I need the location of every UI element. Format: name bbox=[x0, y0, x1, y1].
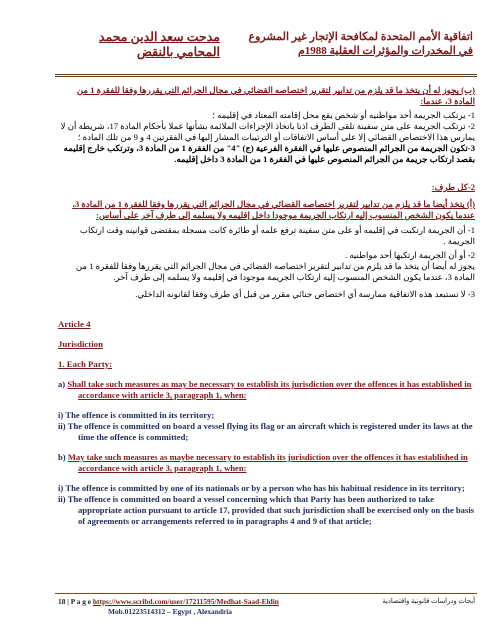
arabic-2-item-1: 1- أن الجريمة ارتكبت في إقليمه أو على متن سفينة ترفع علمه أو طائرة كانت مسجلة بمقتضى قوانينه وقت ارتكاب الجريمة . bbox=[79, 225, 475, 246]
header-divider bbox=[55, 74, 477, 77]
clause-b-ii-label: ii) bbox=[58, 494, 66, 504]
clause-b-i bbox=[58, 483, 475, 494]
clause-b-i-label: i) bbox=[58, 483, 64, 493]
document-title bbox=[243, 30, 473, 58]
footer-note: أبحاث ودراسات قانونية واقتصادية bbox=[382, 598, 475, 605]
article-title: Jurisdiction bbox=[58, 339, 103, 349]
footer-divider bbox=[55, 593, 477, 594]
clause-a-ii bbox=[58, 421, 475, 443]
clause-a-text: Shall take such measures as may be necessary to establish its jurisdiction over the offences it has established in accordance with article 3, paragraph 1, when: bbox=[67, 379, 472, 400]
clause-a-ii-label: ii) bbox=[58, 421, 66, 431]
article-number: Article 4 bbox=[58, 319, 91, 329]
clause-a bbox=[58, 379, 475, 401]
clause-a-i-label: i) bbox=[58, 410, 64, 420]
page-number: 18 | P a g e bbox=[58, 597, 92, 606]
clause-a-i-text: The offence is committed in its territory; bbox=[65, 410, 215, 420]
arabic-b-heading: (ب) يجوز له أن يتخذ ما قد يلزم من تدابير لتقرير اختصاصه القضائي في مجال الجرائم التي يقررها وفقا للفقرة 1 من المادة 3، عندما: bbox=[76, 85, 475, 106]
clause-b-ii bbox=[58, 494, 475, 527]
author-name: مدحت سعد الدين محمد bbox=[98, 30, 220, 44]
arabic-2-item-3: 3- لا تستبعد هذه الاتفاقية ممارسة أي اختصاص جنائي مقرر من قبل أي طرف وفقا لقانونه الداخلي. bbox=[135, 289, 475, 299]
english-article-4 bbox=[58, 319, 475, 527]
arabic-2-item-2: 2- أو أن الجريمة ارتكبها أحد مواطنيه . bbox=[345, 250, 475, 260]
arabic-2-sub-heading: (أ) يتخذ أيضا ما قد يلزم من تدابير لتقرير اختصاصه القضائي في مجال الجرائم التي يقررها وفقا للفقرة 1 من المادة 3، عندما يكون الشخص المنسوب إليه ارتكاب الجريمة موجودا داخل إقليمه ولا يسلمه إلى طرف آخر على أساس: bbox=[72, 199, 475, 220]
arabic-2-sub-b: يجوز له أيضا أن يتخذ ما قد يلزم من تدابير لتقرير اختصاصه القضائي في مجال الجرائم التي يقررها وفقا للفقرة 1 من المادة 3، عندما يكون الشخص المنسوب إليه ارتكاب الجريمة موجودا في إقليمه ولا يسلمه إلى طرف آخر. bbox=[75, 261, 475, 282]
arabic-b-item-1: 1- يرتكب الجريمة أحد مواطنيه أو شخص يقع محل إقامته المعتاد في إقليمه ؛ bbox=[212, 110, 475, 120]
clause-b-text: May take such measures as maybe necessary to establish its jurisdiction over the offences it has established in accordance with article 3, paragraph 1, when: bbox=[67, 452, 468, 473]
author-role: المحامي بالنقض bbox=[136, 45, 220, 59]
page-footer bbox=[58, 597, 475, 617]
title-line-2: في المخدرات والمؤثرات العقلية 1988م bbox=[297, 45, 473, 57]
clause-b-ii-text: The offence is committed on board a vessel concerning which that Party has been authorized to take appropriate action pursuant to article 17, provided that such jurisdiction shall be exercised only on the basis of agreements or arrangements referred to in paragraphs 4 and 9 of that article; bbox=[67, 494, 475, 526]
clause-a-label: a) bbox=[58, 379, 66, 389]
clause-a-ii-text: The offence is committed on board a vessel flying its flag or an aircraft which is registered under its laws at the time the offence is committed; bbox=[67, 421, 473, 442]
page-header bbox=[60, 30, 473, 78]
clause-a-i bbox=[58, 410, 475, 421]
footer-link[interactable]: https://www.scribd.com/user/17211595/Medhat-Saad-Eldin bbox=[92, 597, 279, 606]
footer-mobile: Mob.01223514312 – Egypt , Alexandria bbox=[108, 607, 233, 616]
arabic-section-2 bbox=[58, 182, 475, 300]
arabic-section-b bbox=[58, 85, 475, 165]
clause-b bbox=[58, 452, 475, 474]
clause-b-label: b) bbox=[58, 452, 66, 462]
author-block bbox=[60, 30, 220, 60]
clause-b-i-text: The offence is committed by one of its nationals or by a person who has his habitual residence in its territory; bbox=[65, 483, 465, 493]
arabic-b-item-3: 3-تكون الجريمة من الجرائم المنصوص عليها في الفقرة الفرعية (ج) "4" من الفقرة 1 من المادة 3، وترتكب خارج إقليمه بقصد ارتكاب جريمة من الجرائم المنصوص عليها في الفقرة 1 من المادة 3 داخل إقليمه. bbox=[63, 143, 475, 164]
arabic-2-heading: 2-كل طرف: bbox=[431, 182, 475, 192]
title-line-1: اتفاقية الأمم المتحدة لمكافحة الإتجار غير المشروع bbox=[248, 31, 473, 43]
arabic-b-item-2: 2- ترتكب الجريمة على متن سفينة تلقى الطرف اذنا باتخاذ الإجراءات الملائمة بشأنها عملا بأحكام المادة 17، شريطة أن لا يمارس هذا الاختصاص القضائي إلا على أساس الاتفاقات أو الترتيبات المشار إليها في الفقرتين 4 و 9 من تلك المادة ؛ bbox=[60, 121, 475, 142]
paragraph-1-heading: 1. Each Party: bbox=[58, 359, 112, 369]
